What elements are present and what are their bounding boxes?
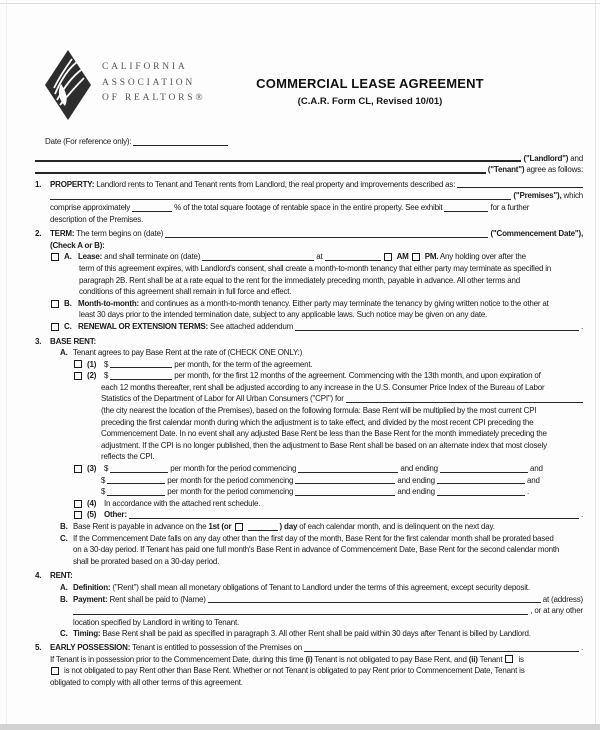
blank-field[interactable] xyxy=(129,511,579,519)
blank-field[interactable] xyxy=(440,465,528,473)
text-run: and xyxy=(527,464,543,474)
form-line xyxy=(35,359,583,371)
blank-field[interactable] xyxy=(165,230,488,238)
form-content xyxy=(35,0,583,688)
title-block xyxy=(215,76,525,107)
form-line xyxy=(35,463,583,475)
text-run: 2. xyxy=(35,229,42,239)
text-run: RENT: xyxy=(50,571,73,581)
checkbox[interactable] xyxy=(51,300,59,308)
blank-field[interactable] xyxy=(73,607,528,615)
scan-edge-left xyxy=(6,0,7,730)
text-run: PM. xyxy=(424,252,439,262)
form-line xyxy=(35,617,583,629)
form-line xyxy=(35,544,583,556)
blank-field[interactable] xyxy=(437,488,525,496)
form-line xyxy=(35,642,583,654)
form-line xyxy=(35,347,583,359)
form-line xyxy=(35,665,583,677)
text-run: Base Rent shall be paid as specified in paragraph 3. All other Rent shall be paid within 30 days after Tenant is billed by Landlord. xyxy=(100,629,531,639)
blank-field[interactable] xyxy=(457,180,583,188)
text-run: of each calendar month, and is delinquent on the next day. xyxy=(297,522,495,531)
text-run: (3) xyxy=(87,464,97,474)
text-run: ) day xyxy=(279,522,298,531)
text-run: C. xyxy=(60,533,68,543)
blank-field[interactable] xyxy=(295,488,395,496)
checkbox[interactable] xyxy=(74,500,82,508)
text-run: 1st (or xyxy=(208,522,234,531)
text-run: If Tenant is in possession prior to the Commencement Date, during this time xyxy=(50,654,306,664)
checkbox[interactable] xyxy=(235,523,243,531)
form-line xyxy=(35,240,583,252)
text-run: conditions of this agreement shall remain in full force and effect. xyxy=(79,287,292,297)
text-run: location specified by Landlord in writing to Tenant. xyxy=(73,617,240,627)
form-title: COMMERCIAL LEASE AGREEMENT xyxy=(256,76,484,91)
text-run: and xyxy=(524,475,540,485)
text-run: Tenant xyxy=(477,654,505,664)
text-run: 3. xyxy=(35,336,42,346)
blank-field[interactable] xyxy=(35,153,521,162)
form-line xyxy=(35,321,583,333)
text-run: . xyxy=(578,321,583,331)
text-run: at (address) xyxy=(540,594,583,604)
blank-field[interactable] xyxy=(437,476,525,484)
form-line xyxy=(35,498,583,510)
logo-line-3: OF REALTORS® xyxy=(102,93,206,103)
blank-field[interactable] xyxy=(107,488,165,496)
text-run: BASE RENT: xyxy=(50,336,97,346)
text-run: least 30 days prior to the intended termination date, subject to any applicable laws. Such notice may be given on any date. xyxy=(79,310,488,320)
form-line xyxy=(35,405,583,417)
form-line xyxy=(35,582,583,594)
blank-field[interactable] xyxy=(295,323,579,331)
text-run: on a 30-day period. If Tenant has paid one full month's Base Rent in advance of Commencement Date, Base Rent for the second calendar month xyxy=(73,545,560,555)
text-run: term of this agreement expires, with Landlord's consent, shall create a month-to-month tenancy that either party may terminate as specified in xyxy=(79,263,552,273)
text-run: per month for the period commencing xyxy=(168,464,299,474)
text-run: per month, for the term of the agreement. xyxy=(172,359,313,369)
text-run: per month, for the first 12 months of the agreement. Commencing with the 13th month, and upon expiration of xyxy=(172,371,541,381)
form-line xyxy=(35,298,583,310)
scan-edge-right xyxy=(595,0,596,730)
form-line xyxy=(35,202,583,214)
form-line xyxy=(35,370,583,382)
text-run: comprise approximately xyxy=(50,202,133,212)
text-run: Rent shall be paid to (Name) xyxy=(107,594,208,604)
text-run: Definition: xyxy=(73,582,111,592)
text-run: and ending xyxy=(395,487,437,497)
text-run: AM xyxy=(396,252,411,262)
text-run: ("Landlord") xyxy=(521,153,569,163)
car-logo-icon xyxy=(45,50,91,120)
text-run: ("Tenant") xyxy=(485,165,525,175)
text-run: is not obligated to pay Rent other than Base Rent. Whether or not Tenant is obligated to pay Rent prior to Commencement Date, Tenant is xyxy=(64,666,525,676)
text-run: preceding the first calendar month during which the adjustment is to take effect, and divided by the most recent CPI preceding the xyxy=(101,417,534,427)
text-run: (1) xyxy=(87,359,97,369)
text-run: Base Rent is payable in advance on the xyxy=(73,522,209,531)
text-run: If the Commencement Date falls on any day other than the first day of the month, Base Rent for the first calendar month shall be prorated based xyxy=(73,533,554,543)
text-run: Tenant is not obligated to pay Base Rent, and xyxy=(312,654,469,664)
form-line xyxy=(35,153,583,165)
blank-field[interactable] xyxy=(248,523,278,531)
form-line xyxy=(35,336,583,348)
blank-field[interactable] xyxy=(107,476,165,484)
car-logo-text xyxy=(102,60,205,107)
text-run: PROPERTY: xyxy=(50,179,95,189)
text-run: (i) xyxy=(305,654,313,664)
text-run: Other: xyxy=(104,510,127,520)
logo-line-1: CALIFORNIA xyxy=(102,62,188,72)
text-run: per month for the period commencing xyxy=(165,475,296,485)
blank-field[interactable] xyxy=(132,204,172,212)
text-run: for a further xyxy=(488,202,530,212)
blank-field[interactable] xyxy=(202,253,314,261)
blank-field[interactable] xyxy=(110,372,172,380)
text-run: Tenant is entitled to possession of the Premises on xyxy=(130,642,304,652)
blank-field[interactable] xyxy=(110,360,172,368)
text-run: The term begins on (date) xyxy=(74,229,166,239)
blank-field[interactable] xyxy=(444,204,488,212)
text-run: Payment: xyxy=(73,594,108,604)
text-run: (2) xyxy=(87,371,97,381)
text-run: A. xyxy=(64,252,72,262)
form-line xyxy=(35,214,583,226)
checkbox[interactable] xyxy=(505,655,513,663)
blank-field[interactable] xyxy=(295,476,395,484)
checkbox[interactable] xyxy=(74,465,82,473)
form-line xyxy=(35,486,583,498)
text-run: (the city nearest the location of the Premises), based on the following formula: Base Rent will be multiplied by the most current CPI xyxy=(101,406,537,416)
text-run: . xyxy=(578,642,583,652)
form-line xyxy=(35,417,583,429)
form-line xyxy=(35,393,583,405)
blank-field[interactable] xyxy=(50,192,511,200)
text-run: ("Commencement Date"), xyxy=(488,229,583,239)
form-line xyxy=(35,451,583,463)
form-line xyxy=(35,228,583,240)
text-run: EARLY POSSESSION: xyxy=(50,642,131,652)
text-run: % of the total square footage of rentable space in the entire property. See exhibit xyxy=(172,202,445,212)
text-run: (ii) xyxy=(468,654,478,664)
form-line xyxy=(35,570,583,582)
checkbox[interactable] xyxy=(412,253,420,261)
blank-field[interactable] xyxy=(208,595,541,603)
blank-field[interactable] xyxy=(325,253,381,261)
text-run: , or at any other xyxy=(528,606,583,616)
text-run: and continues as a month-to-month tenancy. Either party may terminate the tenancy by giving written notice to the other at xyxy=(138,298,549,308)
text-run: A. xyxy=(60,582,68,592)
text-run: (Check A or B): xyxy=(50,240,105,250)
form-line xyxy=(35,263,583,275)
text-run: Lease: xyxy=(78,252,103,262)
text-run: Statistics of the Department of Labor for All Urban Consumers ("CPI") for xyxy=(101,394,346,404)
form-line xyxy=(35,440,583,452)
text-run: A. xyxy=(60,348,68,358)
blank-field[interactable] xyxy=(304,644,579,652)
text-run: agree as follows: xyxy=(524,165,583,175)
checkbox[interactable] xyxy=(51,667,59,675)
form-line xyxy=(35,594,583,606)
text-run: C. xyxy=(60,629,68,639)
text-run: Commencement Date. In no event shall any adjusted Base Rent be less than the Base Rent for the month immediately preceding the xyxy=(101,429,547,439)
text-run: RENEWAL OR EXTENSION TERMS: xyxy=(78,321,209,331)
text-run: Any holding over after the xyxy=(438,252,526,262)
form-line xyxy=(35,136,583,148)
text-run: $ xyxy=(104,464,111,474)
text-run: which xyxy=(561,191,583,201)
text-run: reflects the CPI. xyxy=(101,452,155,462)
text-run: C. xyxy=(64,321,72,331)
form-line xyxy=(35,677,583,689)
text-run: 1. xyxy=(35,179,42,189)
form-line xyxy=(35,382,583,394)
form-line xyxy=(35,556,583,568)
form-line xyxy=(35,475,583,487)
text-run: 5. xyxy=(35,642,42,652)
text-run: and shall terminate on (date) xyxy=(102,252,203,262)
text-run: Timing: xyxy=(73,629,101,639)
text-run: at xyxy=(314,252,325,262)
text-run: is xyxy=(518,654,524,664)
text-run: ("Premises"), xyxy=(511,191,562,201)
form-line xyxy=(35,428,583,440)
text-run: adjustment. If the CPI is no longer published, then the adjustment to Base Rent shall be based on an alternate index that most closely xyxy=(101,440,547,450)
scan-edge-bottom xyxy=(0,724,600,730)
form-line xyxy=(35,521,583,533)
form-line xyxy=(35,654,583,666)
car-logo xyxy=(45,50,205,120)
form-line xyxy=(35,309,583,321)
form-line xyxy=(35,179,583,191)
text-run: obligated to comply with all other terms of this agreement. xyxy=(50,677,243,687)
form-line xyxy=(35,286,583,298)
checkbox[interactable] xyxy=(384,253,392,261)
text-run: $ xyxy=(101,487,108,497)
text-run: ("Rent") shall mean all monetary obligations of Tenant to Landlord under the terms of this agreement, except security deposit. xyxy=(110,582,530,592)
text-run: B. xyxy=(60,594,68,604)
text-run: Tenant agrees to pay Base Rent at the rate of (CHECK ONE ONLY:) xyxy=(73,348,303,358)
text-run: . xyxy=(578,510,583,520)
text-run: Date (For reference only): xyxy=(45,137,134,146)
form-body xyxy=(35,136,583,688)
text-run: TERM: xyxy=(50,229,75,239)
form-line xyxy=(35,605,583,617)
text-run: See attached addendum xyxy=(208,321,296,331)
text-run: and ending xyxy=(398,464,440,474)
text-run: $ xyxy=(104,359,111,369)
blank-field[interactable] xyxy=(298,465,398,473)
text-run: $ xyxy=(101,475,108,485)
text-run: paragraph 2B. Rent shall be at a rate equal to the rent for the immediately preceding month, payable in advance. All other terms and xyxy=(79,275,520,285)
text-run: shall be prorated based on a 30-day period. xyxy=(73,556,220,566)
blank-field[interactable] xyxy=(133,138,228,146)
text-run: and xyxy=(568,153,583,163)
blank-field[interactable] xyxy=(346,395,583,403)
blank-field[interactable] xyxy=(110,465,168,473)
text-run: Month-to-month: xyxy=(78,298,139,308)
text-run: B. xyxy=(64,298,72,308)
text-run: $ xyxy=(104,371,111,381)
text-run: 4. xyxy=(35,571,42,581)
form-line xyxy=(35,275,583,287)
form-line xyxy=(35,251,583,263)
text-run: . xyxy=(524,487,529,497)
blank-field[interactable] xyxy=(35,165,486,174)
form-line xyxy=(35,190,583,202)
text-run: (4) xyxy=(87,498,97,508)
text-run: description of the Premises. xyxy=(50,214,144,224)
form-header xyxy=(35,48,583,134)
text-run xyxy=(381,251,383,263)
checkbox[interactable] xyxy=(74,511,82,519)
checkbox[interactable] xyxy=(51,253,59,261)
text-run: Landlord rents to Tenant and Tenant rents from Landlord, the real property and improvements described as: xyxy=(94,179,458,189)
checkbox[interactable] xyxy=(74,372,82,380)
text-run: B. xyxy=(60,522,68,531)
form-line xyxy=(35,628,583,640)
logo-line-2: ASSOCIATION xyxy=(102,77,196,88)
checkbox[interactable] xyxy=(74,360,82,368)
text-run: each 12 months thereafter, rent shall be adjusted according to any increase in the U.S. Consumer Price Index of the Bureau of Labor xyxy=(101,382,545,392)
checkbox[interactable] xyxy=(51,323,59,331)
form-subtitle: (C.A.R. Form CL, Revised 10/01) xyxy=(297,96,443,107)
text-run: (5) xyxy=(87,510,97,520)
form-line xyxy=(35,164,583,176)
form-line xyxy=(35,509,583,521)
text-run: per month for the period commencing xyxy=(165,487,296,497)
form-line xyxy=(35,533,583,545)
text-run: and ending xyxy=(395,475,437,485)
text-run: In accordance with the attached rent schedule. xyxy=(104,498,261,508)
